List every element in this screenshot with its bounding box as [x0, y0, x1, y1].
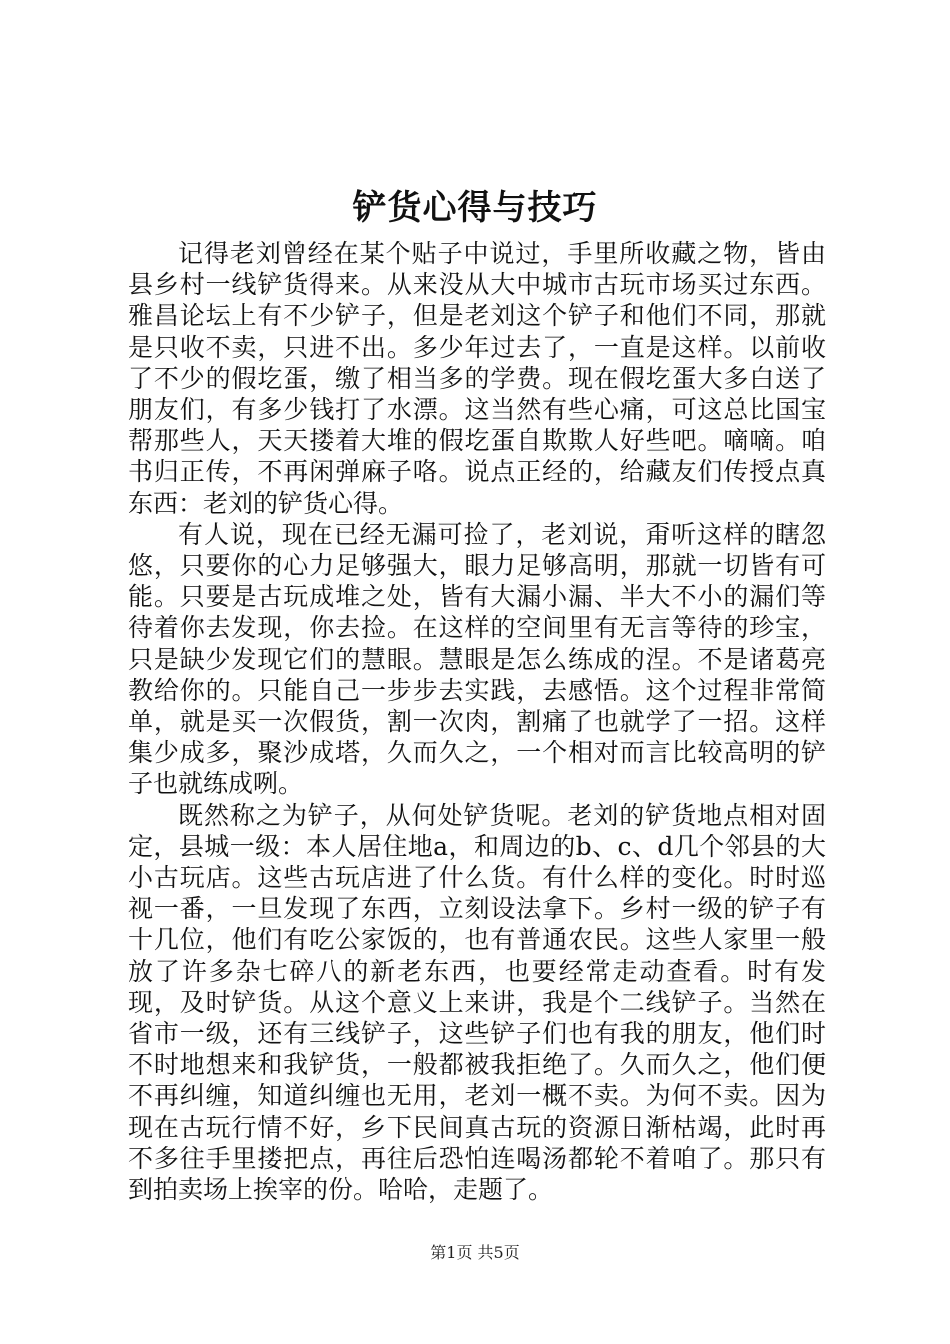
document-body — [128, 238, 826, 1205]
page-footer: 第1页 共5页 — [430, 1243, 520, 1262]
paragraph: 记得老刘曾经在某个贴子中说过，手里所收藏之物，皆由县乡村一线铲货得来。从来没从大中城市古玩市场买过东西。雅昌论坛上有不少铲子，但是老刘这个铲子和他们不同，那就是只收不卖，只进不出。多少年过去了，一直是这样。以前收了不少的假圪蛋，缴了相当多的学费。现在假圪蛋大多白送了朋友们，有多少钱打了水漂。这当然有些心痛，可这总比国宝帮那些人，天天搂着大堆的假圪蛋自欺欺人好些吧。嘀嘀。咱书归正传，不再闲弹麻子咯。说点正经的，给藏友们传授点真东西：老刘的铲货心得。 — [128, 239, 826, 518]
paragraph: 既然称之为铲子，从何处铲货呢。老刘的铲货地点相对固定，县城一级：本人居住地a，和周边的b、c、d几个邻县的大小古玩店。这些古玩店进了什么货。有什么样的变化。时时巡视一番，一旦发现了东西，立刻设法拿下。乡村一级的铲子有十几位，他们有吃公家饭的，也有普通农民。这些人家里一般放了许多杂七碎八的新老东西，也要经常走动查看。时有发现，及时铲货。从这个意义上来讲，我是个二线铲子。当然在省市一级，还有三线铲子，这些铲子们也有我的朋友，他们时不时地想来和我铲货，一般都被我拒绝了。久而久之，他们便不再纠缠，知道纠缠也无用，老刘一概不卖。为何不卖。因为现在古玩行情不好，乡下民间真古玩的资源日渐枯竭，此时再不多往手里搂把点，再往后恐怕连喝汤都轮不着咱了。那只有到拍卖场上挨宰的份。哈哈，走题了。 — [128, 800, 826, 1205]
paragraph: 有人说，现在已经无漏可捡了，老刘说，甭听这样的瞎忽悠，只要你的心力足够强大，眼力足够高明，那就一切皆有可能。只要是古玩成堆之处，皆有大漏小漏、半大不小的漏们等待着你去发现，你去捡。在这样的空间里有无言等待的珍宝，只是缺少发现它们的慧眼。慧眼是怎么练成的涅。不是诸葛亮教给你的。只能自己一步步去实践，去感悟。这个过程非常简单，就是买一次假货，割一次肉，割痛了也就学了一招。这样集少成多，聚沙成塔，久而久之，一个相对而言比较高明的铲子也就练成咧。 — [128, 519, 826, 799]
document-title: 铲货心得与技巧 — [352, 188, 598, 228]
